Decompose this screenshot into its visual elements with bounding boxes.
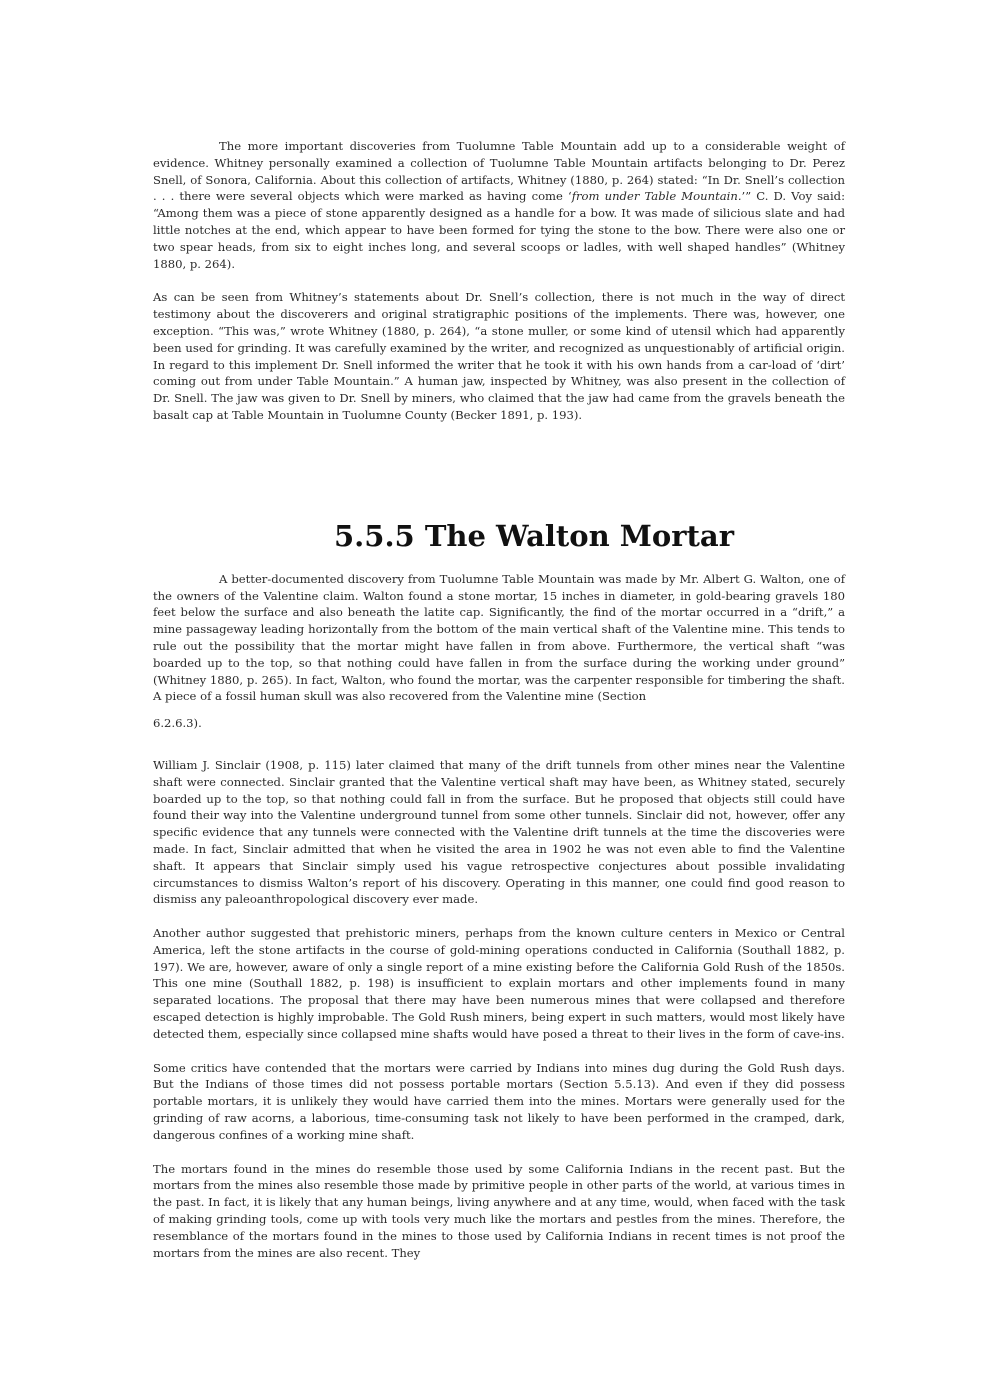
paragraph-mortar-resemblance: The mortars found in the mines do resemble those used by some California Indians in the recent past. But the mortars from the mines also resemble those made by primitive people in other parts of the world, at various times in the past. In fact, it is likely that any human beings, living anywhere and at any time, would, when faced with the task of making grinding tools, come up with tools very much like the mortars and pestles from the mines. Therefore, the resemblance of the mortars found in the mines to those used by California Indians in recent times is not proof the mortars from the mines are also recent. They xyxy=(153,1161,845,1260)
paragraph-prehistoric-miners: Another author suggested that prehistoric miners, perhaps from the known culture centers in Mexico or Central America, left the stone artifacts in the course of gold-mining operations conducted in California (Southall 1882, p. 197). We are, however, aware of only a single report of a mine existing before the California Gold Rush of the 1850s. This one mine (Southall 1882, p. 198) is insufficient to explain mortars and other implements found in many separated locations. The proposal that there may have been numerous mines that were collapsed and therefore escaped detection is highly improbable. The Gold Rush miners, being expert in such matters, would most likely have detected them, especially since collapsed mine shafts would have posed a threat to their lives in the form of cave-ins. xyxy=(153,926,845,1041)
paragraph-walton-discovery: A better-documented discovery from Tuolumne Table Mountain was made by Mr. Albert G. Walton, one of the owners of the Valentine claim. Walton found a stone mortar, 15 inches in diameter, in gold-bearing gravels 180 feet below the surface and also beneath the latite cap. Significantly, the find of the mortar occurred in a “drift,” a mine passageway leading horizontally from the bottom of the main vertical shaft of the Valentine mine. This tends to rule out the possibility that the mortar might have fallen in from above. Furthermore, the vertical shaft “was boarded up to the top, so that nothing could have fallen in from the surface during the working under ground” (Whitney 1880, p. 265). In fact, Walton, who found the mortar, was the carpenter responsible for timbering the shaft. A piece of a fossil human skull was also recovered from the Valentine mine (Section xyxy=(153,571,845,704)
paragraph-sinclair-claim: William J. Sinclair (1908, p. 115) later claimed that many of the drift tunnels from other mines near the Valentine shaft were connected. Sinclair granted that the Valentine vertical shaft may have been, as Whitney stated, securely boarded up to the top, so that nothing could fall in from the surface. But he proposed that objects still could have found their way into the Valentine underground tunnel from some other tunnels. Sinclair did not, however, offer any specific evidence that any tunnels were connected with the Valentine drift tunnels at the time the discoveries were made. In fact, Sinclair admitted that when he visited the area in 1902 he was not even able to find the Valentine shaft. It appears that Sinclair simply used his vague retrospective conjectures about possible invalidating circumstances to dismiss Walton’s report of his discovery. Operating in this manner, one could find good reason to dismiss any paleoanthropological discovery ever made. xyxy=(153,757,845,907)
document-page xyxy=(153,138,845,1278)
quoted-italic-phrase: from under Table Mountain. xyxy=(571,189,742,204)
paragraph-stone-muller: As can be seen from Whitney’s statements about Dr. Snell’s collection, there is not much in the way of direct testimony about the discoverers and original stratigraphic positions of the implements. There was, however, one exception. “This was,” wrote Whitney (1880, p. 264), “a stone muller, or some kind of utensil which had apparently been used for grinding. It was carefully examined by the writer, and recognized as unquestionably of artificial origin. In regard to this implement Dr. Snell informed the writer that he took it with his own hands from a car-load of ‘dirt’ coming out from under Table Mountain.” A human jaw, inspected by Whitney, was also present in the collection of Dr. Snell. The jaw was given to Dr. Snell by miners, who claimed that the jaw had came from the gravels beneath the basalt cap at Table Mountain in Tuolumne County (Becker 1891, p. 193). xyxy=(153,290,845,422)
paragraph-indian-mortars: Some critics have contended that the mortars were carried by Indians into mines dug during the Gold Rush days. But the Indians of those times did not possess portable mortars (Section 5.5.13). And even if they did possess portable mortars, it is unlikely they would have carried them into the mines. Mortars were generally used for the grinding of raw acorns, a laborious, time-consuming task not likely to have been performed in the cramped, dark, dangerous confines of a working mine shaft. xyxy=(153,1060,845,1142)
section-heading: 5.5.5 The Walton Mortar xyxy=(334,518,734,553)
paragraph-section-reference: 6.2.6.3). xyxy=(153,716,202,731)
paragraph-snell-collection: The more important discoveries from Tuolumne Table Mountain add up to a considerable weight of evidence. Whitney personally examined a collection of Tuolumne Table Mountain artifacts belonging to Dr. Perez Snell, of Sonora, California. About this collection of artifacts, Whitney (1880, p. 264) stated: “In Dr. Snell’s collection . . . there were several objects which were marked as having come ‘from under Table Mountain.’” C. D. Voy said: “Among them was a piece of stone apparently designed as a handle for a bow. It was made of silicious slate and had little notches at the end, which appear to have been formed for tying the stone to the bow. There were also one or two spear heads, from six to eight inches long, and several scoops or ladles, with well shaped handles” (Whitney 1880, p. 264). xyxy=(153,139,845,271)
